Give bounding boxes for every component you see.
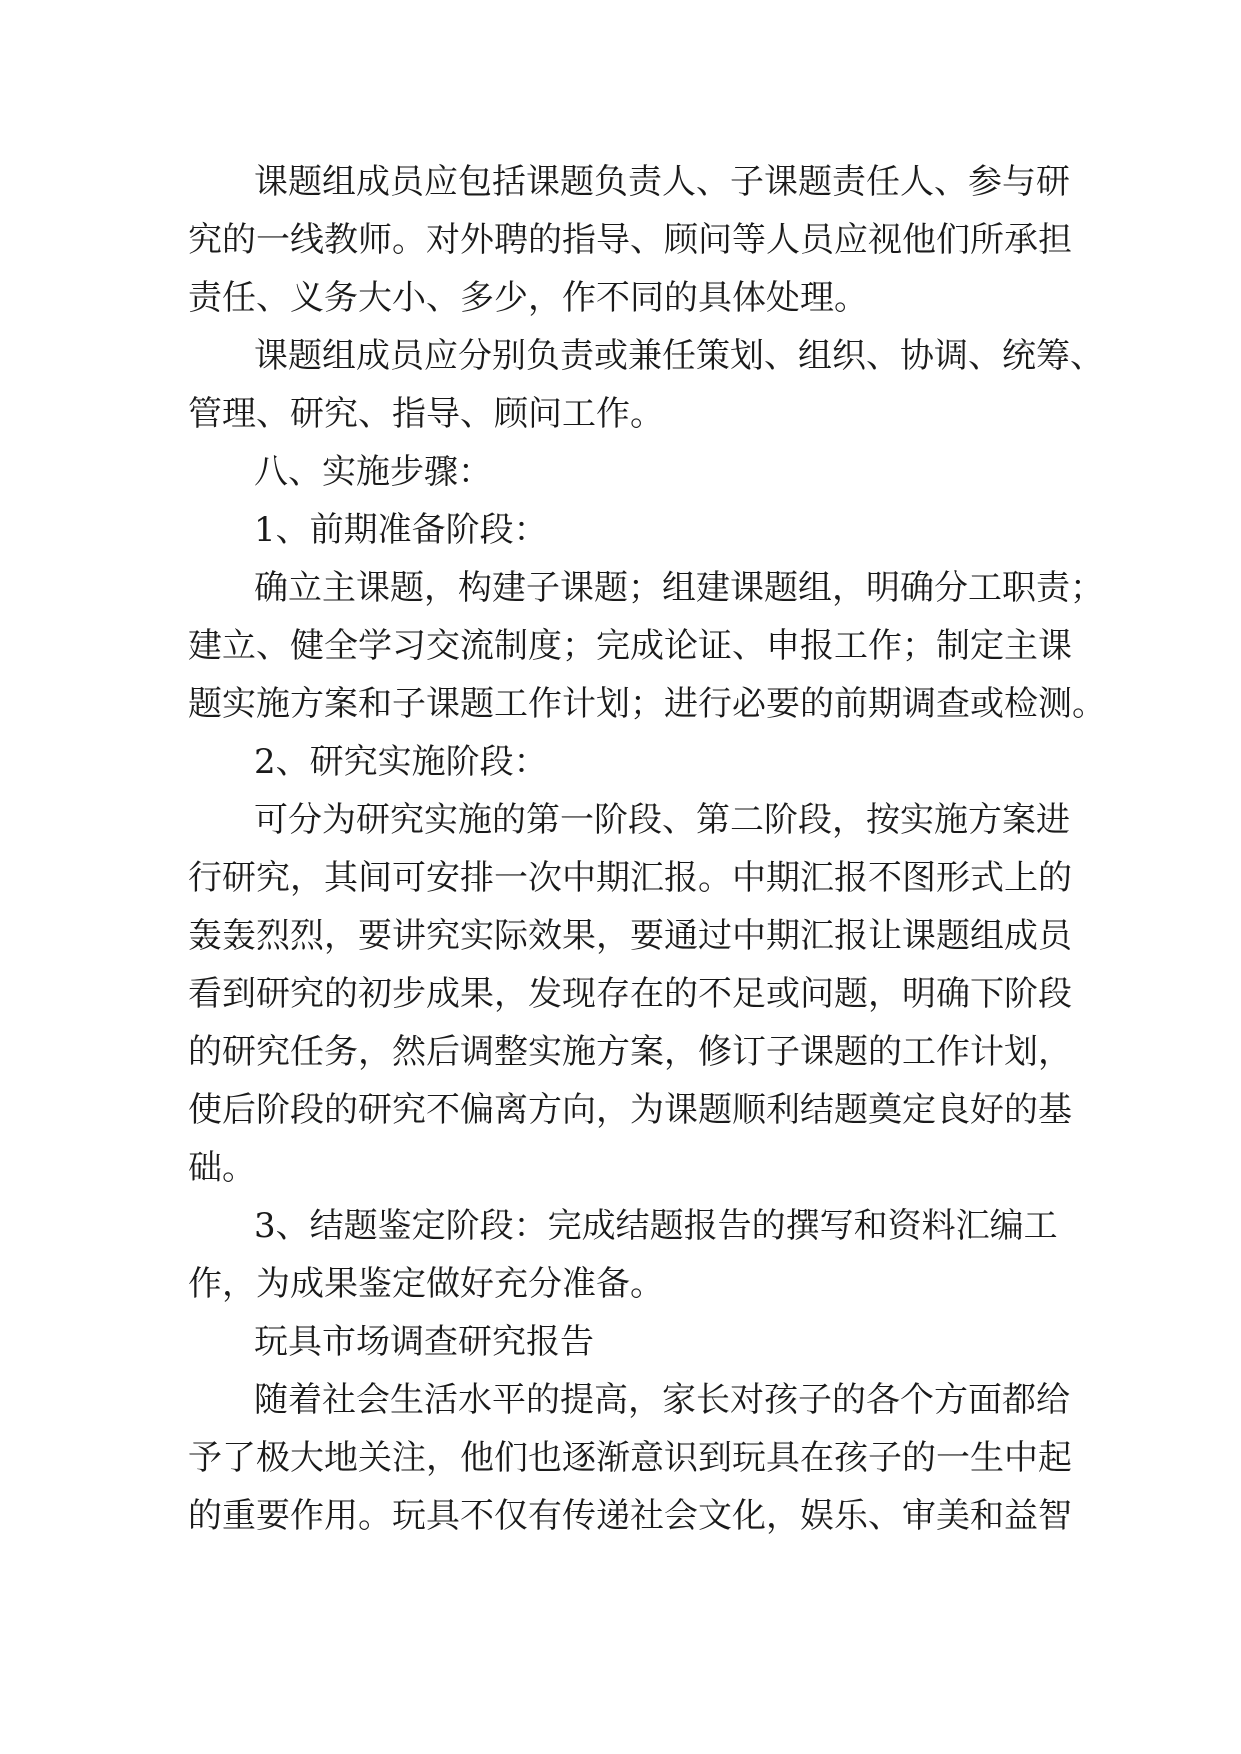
- text-line: 责任、义务大小、多少，作不同的具体处理。: [188, 278, 868, 318]
- text-line: 课题组成员应分别负责或兼任策划、组织、协调、统筹、: [254, 336, 1104, 376]
- text-line: 可分为研究实施的第一阶段、第二阶段，按实施方案进: [254, 800, 1070, 840]
- text-line: 轰轰烈烈，要讲究实际效果，要通过中期汇报让课题组成员: [188, 916, 1072, 956]
- text-line: 究的一线教师。对外聘的指导、顾问等人员应视他们所承担: [188, 220, 1072, 260]
- text-line: 建立、健全学习交流制度；完成论证、申报工作；制定主课: [188, 626, 1072, 666]
- step-heading: 2、研究实施阶段：: [254, 742, 548, 782]
- text-line: 随着社会生活水平的提高，家长对孩子的各个方面都给: [254, 1380, 1070, 1420]
- report-title: 玩具市场调查研究报告: [254, 1322, 594, 1362]
- text-line: 使后阶段的研究不偏离方向，为课题顺利结题奠定良好的基: [188, 1090, 1072, 1130]
- text-line: 题实施方案和子课题工作计划；进行必要的前期调查或检测。: [188, 684, 1106, 724]
- text-line: 的重要作用。玩具不仅有传递社会文化，娱乐、审美和益智: [188, 1496, 1072, 1536]
- text-line: 作，为成果鉴定做好充分准备。: [188, 1264, 664, 1304]
- text-line: 行研究，其间可安排一次中期汇报。中期汇报不图形式上的: [188, 858, 1072, 898]
- text-line: 的研究任务，然后调整实施方案，修订子课题的工作计划，: [188, 1032, 1072, 1072]
- text-line: 3、结题鉴定阶段：完成结题报告的撰写和资料汇编工: [254, 1206, 1058, 1246]
- text-line: 看到研究的初步成果，发现存在的不足或问题，明确下阶段: [188, 974, 1072, 1014]
- text-line: 确立主课题，构建子课题；组建课题组，明确分工职责；: [254, 568, 1104, 608]
- text-line: 课题组成员应包括课题负责人、子课题责任人、参与研: [254, 162, 1070, 202]
- text-line: 予了极大地关注，他们也逐渐意识到玩具在孩子的一生中起: [188, 1438, 1072, 1478]
- step-heading: 1、前期准备阶段：: [254, 510, 548, 550]
- text-line: 管理、研究、指导、顾问工作。: [188, 394, 664, 434]
- text-line: 础。: [188, 1148, 256, 1188]
- section-heading: 八、实施步骤：: [254, 452, 492, 492]
